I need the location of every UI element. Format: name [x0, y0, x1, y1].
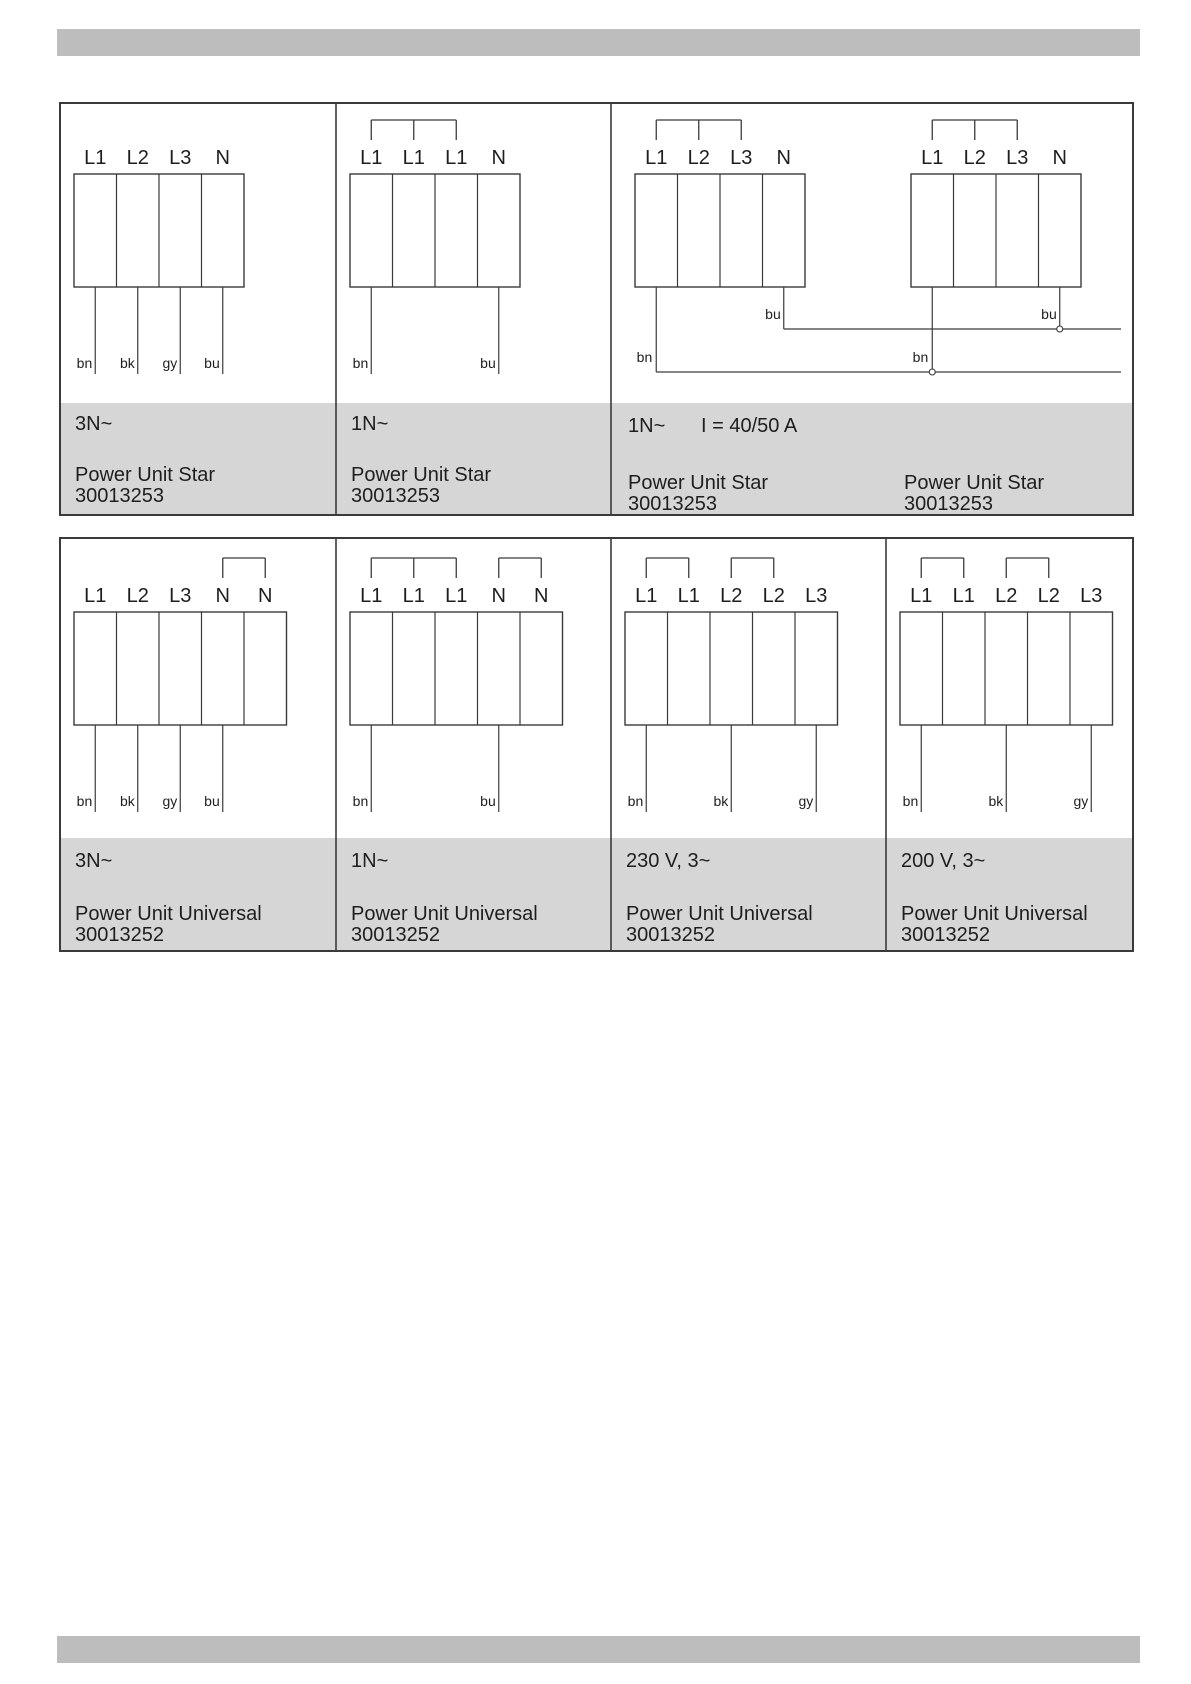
panel-r1-c1-supply-label: 3N~ [75, 413, 113, 435]
panel-r2-c2-terminal-label: L1 [402, 585, 425, 607]
panel-r2-c3-terminal-label: L3 [805, 585, 828, 607]
panel-r2-c1-terminal-label: L3 [169, 585, 192, 607]
panel-r1-c1-wire-label: bk [119, 355, 135, 371]
panel-r2-c1-terminal-label: N [215, 585, 230, 607]
panel-r2-c3-unit-name: Power Unit Universal [626, 903, 813, 925]
panel-r1-c1-terminal-label: N [215, 147, 230, 169]
panel-r2-c3-supply-label: 230 V, 3~ [626, 850, 711, 872]
panel-r2-c4-terminal-label: L2 [1037, 585, 1060, 607]
panel-r1-c1-wire-label: bn [76, 355, 93, 371]
panel-r2-c1-wire-label: bk [119, 793, 135, 809]
panel-r2-c3-terminal-block [625, 612, 838, 725]
panel-r1-c1-terminal-label: L3 [169, 147, 192, 169]
panel-r1-c3-block2-terminal-label: L3 [1006, 147, 1029, 169]
panel-r1-c2-unit-name: Power Unit Star [351, 464, 492, 486]
panel-r1-c3-current-label: I = 40/50 A [701, 415, 798, 437]
panel-r1-c2-terminal-label: L1 [445, 147, 468, 169]
panel-r1-c3-wire-label: bu [765, 306, 781, 322]
panel-r2-c4-terminal-label: L1 [910, 585, 933, 607]
panel-r1-c3-block2-terminal-label: N [1052, 147, 1067, 169]
panel-r1-c3-wire-label: bn [636, 349, 653, 365]
panel-r1-c3-wire-label: bu [1041, 306, 1057, 322]
panel-r2-c3-terminal-label: L1 [677, 585, 700, 607]
panel-r2-c4-wire-label: gy [1073, 793, 1089, 809]
panel-r1-c3-block2-terminal-label: L1 [921, 147, 944, 169]
panel-r2-c1-unit-number: 30013252 [75, 924, 164, 946]
panel-r2-c3-wire-label: gy [798, 793, 814, 809]
panel-r2-c4-terminal-block [900, 612, 1113, 725]
panel-r2-c4-terminal-label: L2 [995, 585, 1018, 607]
panel-r1-c3-unit-number: 30013253 [904, 493, 993, 515]
panel-r2-c4-unit-name: Power Unit Universal [901, 903, 1088, 925]
panel-r2-c1-wire-label: bu [204, 793, 220, 809]
panel-r2-c1-unit-name: Power Unit Universal [75, 903, 262, 925]
panel-r2-c2-terminal-label: N [491, 585, 506, 607]
panel-r2-c4-unit-number: 30013252 [901, 924, 990, 946]
panel-r1-c2-wire-label: bu [480, 355, 496, 371]
panel-r1-c3-block1-terminal-label: N [776, 147, 791, 169]
panel-r2-c3-wire-label: bk [713, 793, 729, 809]
panel-r1-c3-block1-terminal-label: L3 [730, 147, 753, 169]
panel-r1-c1-terminal-label: L2 [126, 147, 149, 169]
panel-r2-c3-terminal-label: L1 [635, 585, 658, 607]
panel-r2-c4-supply-label: 200 V, 3~ [901, 850, 986, 872]
panel-r2-c3-terminal-label: L2 [762, 585, 785, 607]
panel-r1-c2-terminal-label: L1 [360, 147, 383, 169]
panel-r2-c2-unit-number: 30013252 [351, 924, 440, 946]
panel-r1-c3-unit-name: Power Unit Star [904, 472, 1045, 494]
panel-r1-c3-block1-terminal-label: L1 [645, 147, 668, 169]
panel-r2-c1-terminal-block [74, 612, 287, 725]
panel-r1-c1-wire-label: gy [162, 355, 178, 371]
panel-r1-c2-terminal-label: N [491, 147, 506, 169]
panel-r1-c3-unit-name: Power Unit Star [628, 472, 769, 494]
panel-r2-c2-terminal-block [350, 612, 563, 725]
panel-r2-c3-terminal-label: L2 [720, 585, 743, 607]
panel-r2-c4-wire-label: bn [902, 793, 919, 809]
panel-r1-c3-unit-number: 30013253 [628, 493, 717, 515]
panel-r1-c3-supply-label: 1N~ [628, 415, 666, 437]
panel-r2-c4-terminal-label: L1 [952, 585, 975, 607]
panel-r2-c1-wire-label: bn [76, 793, 93, 809]
panel-r1-c2-wire-label: bn [352, 355, 369, 371]
panel-r2-c4-wire-label: bk [988, 793, 1004, 809]
panel-r2-c2-wire-label: bu [480, 793, 496, 809]
panel-r1-c3-wire-label: bn [912, 349, 929, 365]
panel-r1-c1-unit-number: 30013253 [75, 485, 164, 507]
panel-r1-c1-wire-label: bu [204, 355, 220, 371]
panel-r1-c1-unit-name: Power Unit Star [75, 464, 216, 486]
panel-r2-c1-wire-label: gy [162, 793, 178, 809]
panel-r1-c3-junction [929, 369, 935, 375]
panel-r2-c2-terminal-label: L1 [445, 585, 468, 607]
panel-r2-c1-terminal-label: L1 [84, 585, 107, 607]
panel-r2-c2-wire-label: bn [352, 793, 369, 809]
panel-r2-c2-terminal-label: L1 [360, 585, 383, 607]
panel-r2-c1-terminal-label: N [258, 585, 273, 607]
panel-r2-c3-wire-label: bn [627, 793, 644, 809]
panel-r2-c1-terminal-label: L2 [126, 585, 149, 607]
panel-r1-c1-terminal-label: L1 [84, 147, 107, 169]
panel-r1-c3-block1-terminal-label: L2 [687, 147, 710, 169]
panel-r2-c2-terminal-label: N [534, 585, 549, 607]
panel-r2-c3-unit-number: 30013252 [626, 924, 715, 946]
panel-r1-c2-unit-number: 30013253 [351, 485, 440, 507]
panel-r2-c2-unit-name: Power Unit Universal [351, 903, 538, 925]
panel-r2-c4-terminal-label: L3 [1080, 585, 1103, 607]
panel-r1-c3-junction [1057, 326, 1063, 332]
panel-r1-c2-terminal-label: L1 [402, 147, 425, 169]
panel-r2-c2-supply-label: 1N~ [351, 850, 389, 872]
panel-r1-c2-supply-label: 1N~ [351, 413, 389, 435]
panel-r2-c1-supply-label: 3N~ [75, 850, 113, 872]
panel-r1-c3-block2-terminal-label: L2 [963, 147, 986, 169]
